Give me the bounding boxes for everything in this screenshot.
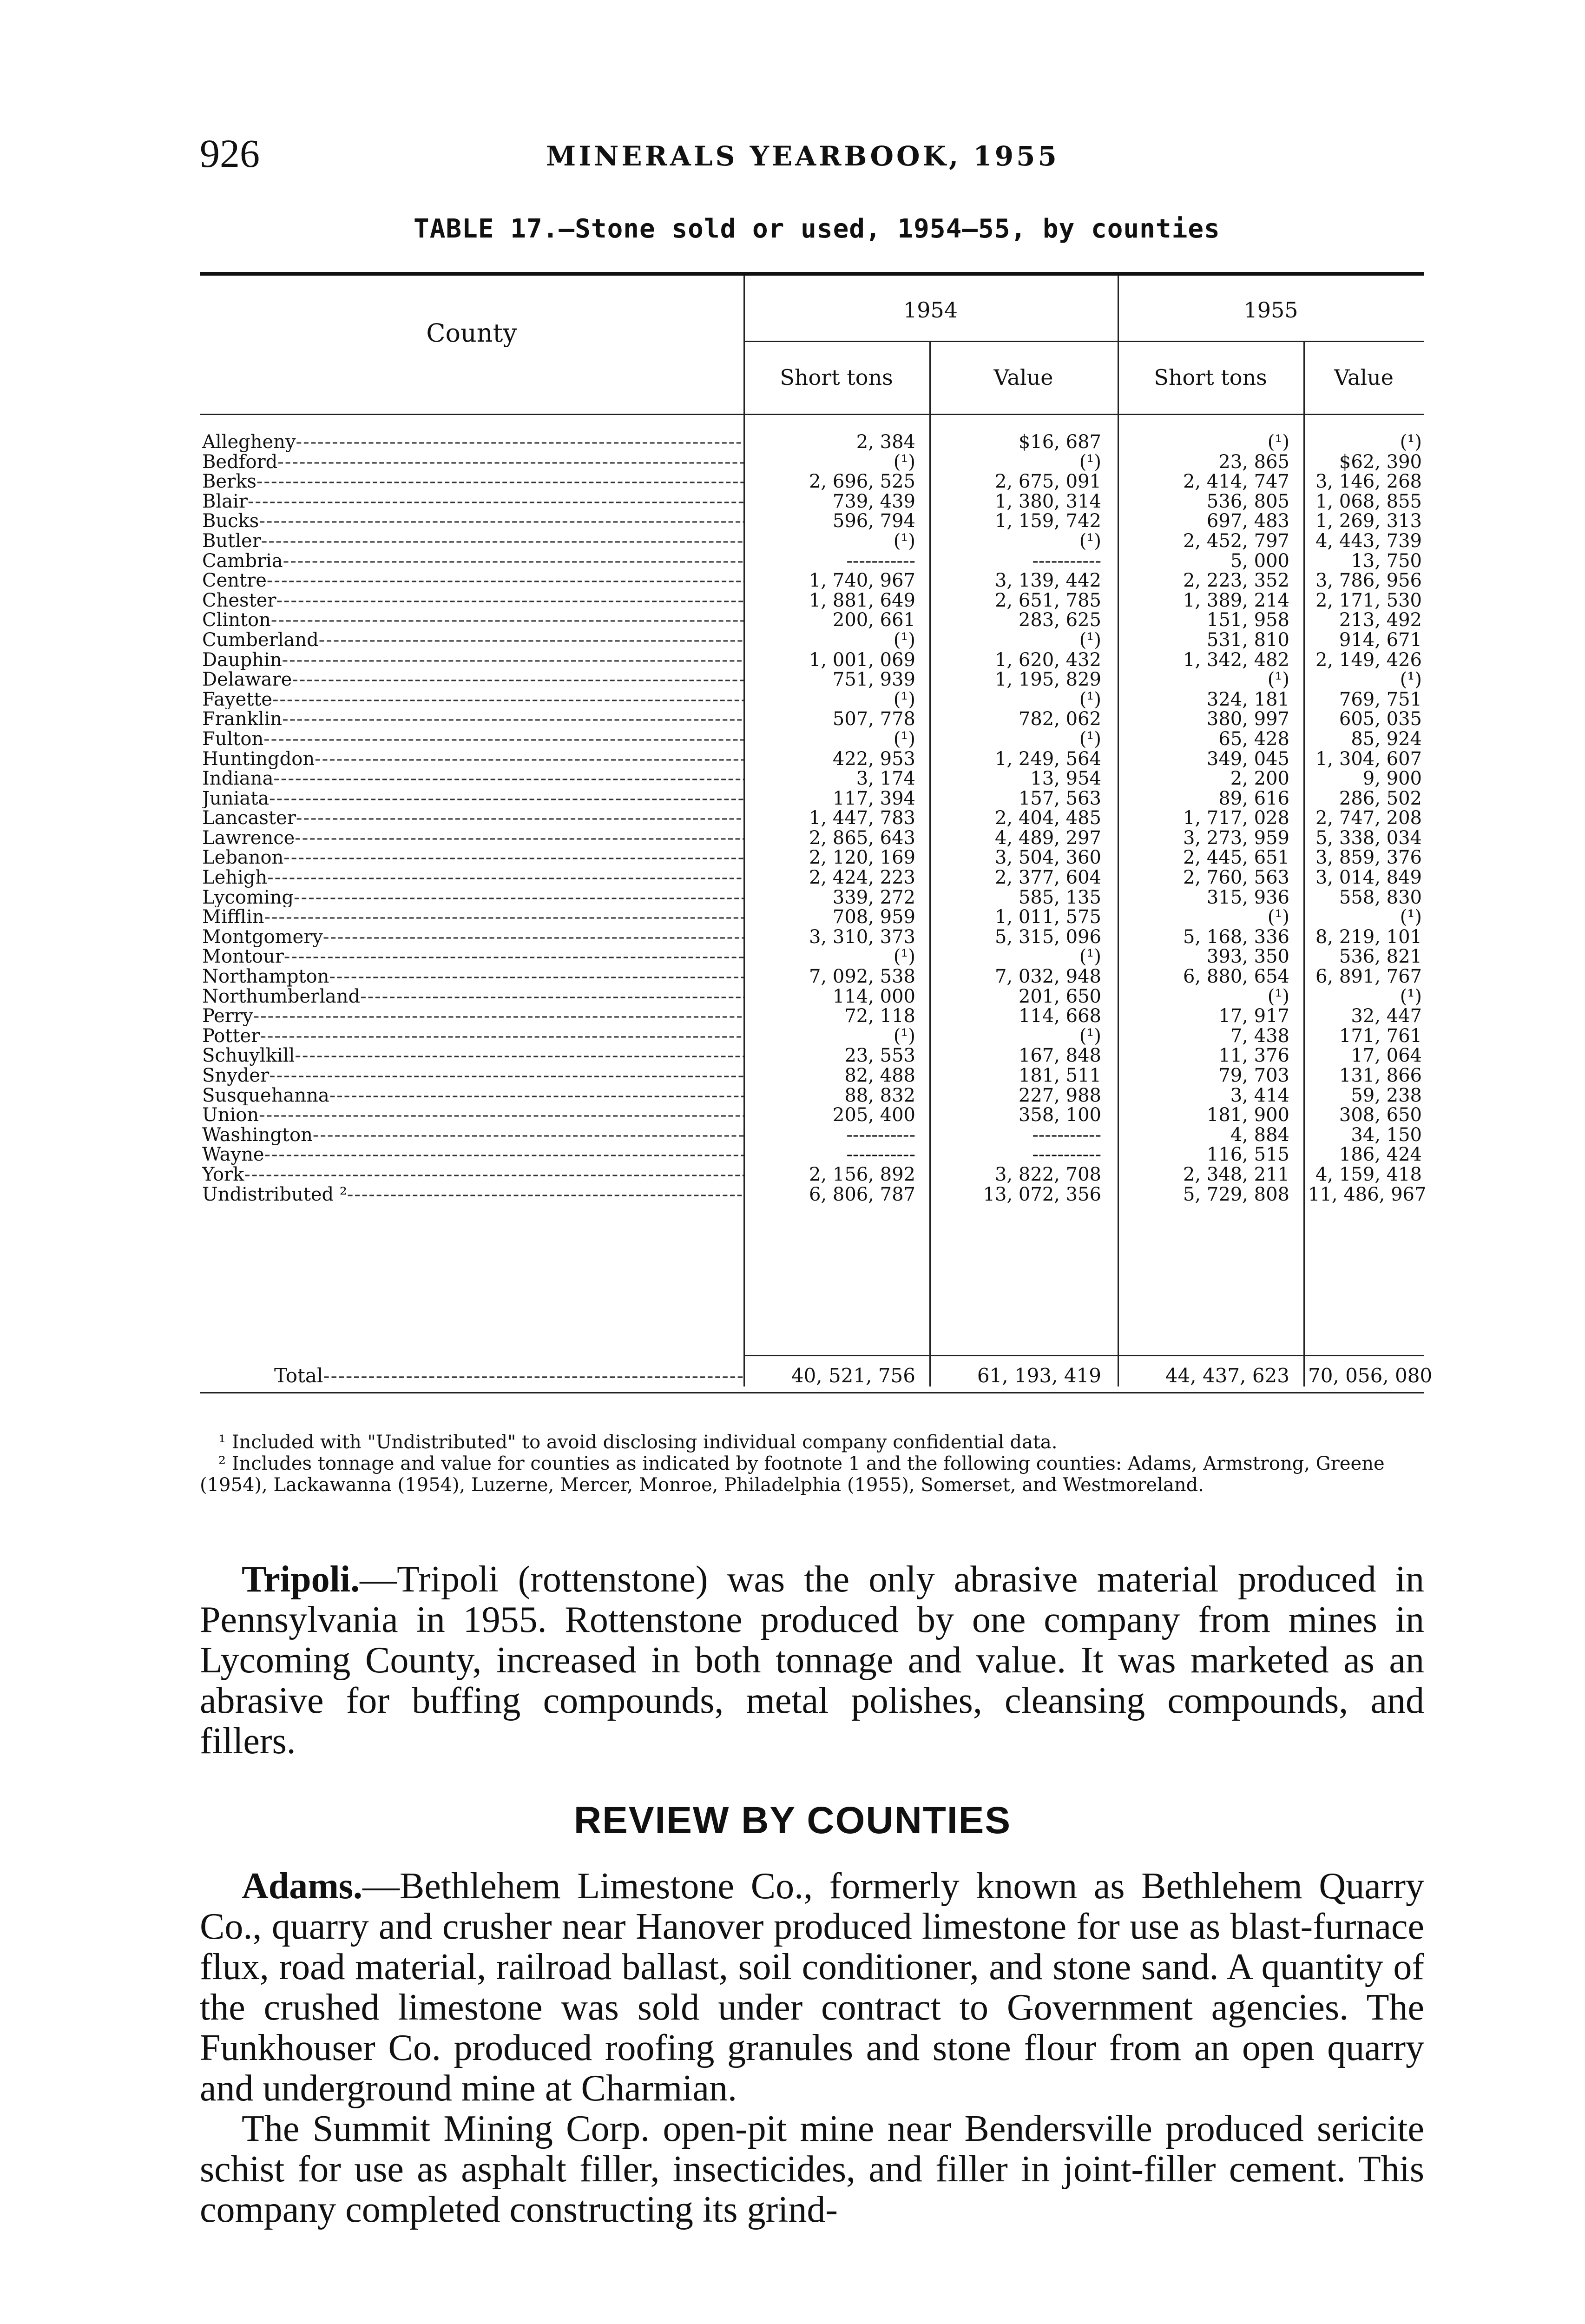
value-1955: 59, 238 (1351, 1084, 1422, 1106)
value-1954: (¹) (1079, 530, 1101, 552)
table-row (200, 511, 1424, 531)
value-1955: (¹) (1400, 669, 1422, 691)
county-name: Juniata ----- (202, 789, 743, 809)
short-tons-1955: 65, 428 (1218, 728, 1289, 750)
table-row (200, 630, 1424, 650)
table-row (200, 709, 1424, 729)
value-1954: 1, 159, 742 (994, 510, 1101, 532)
table-row (200, 492, 1424, 512)
col-value-1955: Value (1334, 365, 1394, 390)
table-row (200, 610, 1424, 630)
value-1954: ----------- (1032, 1144, 1101, 1166)
value-1954: 2, 675, 091 (994, 471, 1101, 493)
table-body (200, 431, 1427, 1205)
year-1955-header: 1955 (1243, 297, 1298, 323)
short-tons-1954: 114, 000 (832, 985, 915, 1007)
county-name: Blair ----- (202, 492, 743, 512)
value-1955: 605, 035 (1339, 708, 1422, 730)
county-name: Susquehanna ----- (202, 1086, 743, 1106)
short-tons-1955: 531, 810 (1206, 629, 1289, 651)
value-1954: 114, 668 (1018, 1005, 1101, 1027)
short-tons-1954: 23, 553 (844, 1045, 915, 1067)
short-tons-1954: 751, 939 (832, 669, 915, 691)
county-name: Lebanon ----- (202, 848, 743, 868)
value-1955: 1, 269, 313 (1315, 510, 1422, 532)
value-1954: 3, 139, 442 (994, 570, 1101, 592)
table-row (200, 729, 1424, 749)
short-tons-1954: (¹) (893, 1025, 915, 1047)
short-tons-1954: (¹) (893, 728, 915, 750)
county-name: Northumberland ----- (202, 987, 743, 1007)
table-row (200, 531, 1424, 551)
table-row (200, 551, 1424, 571)
footnote-1: ¹ Included with "Undistributed" to avoid disclosing individual company confidential data. (218, 1432, 1058, 1453)
adams-paragraph (200, 1866, 1424, 2230)
table-row (200, 591, 1424, 611)
short-tons-1955: 17, 917 (1218, 1005, 1289, 1027)
value-1955: 4, 443, 739 (1315, 530, 1422, 552)
table-row (200, 749, 1424, 769)
short-tons-1954: 72, 118 (844, 1005, 915, 1027)
county-name: Allegheny ----- (202, 432, 743, 452)
county-name: Montgomery ----- (202, 927, 743, 947)
value-1954: (¹) (1079, 629, 1101, 651)
value-1954: 167, 848 (1018, 1045, 1101, 1067)
short-tons-1954: 422, 953 (832, 748, 915, 770)
short-tons-1955: 181, 900 (1206, 1104, 1289, 1126)
county-name: Franklin ----- (202, 709, 743, 729)
table-row (200, 1165, 1424, 1185)
short-tons-1955: 380, 997 (1206, 708, 1289, 730)
short-tons-1954: 205, 400 (832, 1104, 915, 1126)
short-tons-1955: 3, 273, 959 (1183, 827, 1289, 849)
short-tons-1954: 339, 272 (832, 886, 915, 908)
year-1954-header: 1954 (903, 297, 958, 323)
summit-paragraph: The Summit Mining Corp. open-pit mine near Bendersville produced sericite schist for use as asphalt filler, insecticides, and filler in joint-filler cement. This company completed constructing its grind- (200, 2108, 1424, 2230)
value-1954: 5, 315, 096 (994, 926, 1101, 948)
short-tons-1954: 3, 310, 373 (809, 926, 915, 948)
value-1955: 4, 159, 418 (1315, 1163, 1422, 1185)
short-tons-1954: (¹) (893, 688, 915, 710)
county-name: Northampton ----- (202, 967, 743, 987)
county-name: Cumberland ----- (202, 630, 743, 650)
col-short-tons-1955: Short tons (1154, 365, 1267, 390)
county-name: Lancaster ----- (202, 808, 743, 828)
county-name: York ----- (202, 1165, 743, 1185)
table-row (200, 1183, 1427, 1205)
table-row (200, 907, 1424, 927)
short-tons-1955: 1, 389, 214 (1183, 589, 1289, 611)
short-tons-1955: 2, 200 (1230, 768, 1289, 790)
short-tons-1955: 2, 445, 651 (1183, 847, 1289, 869)
value-1954: 1, 011, 575 (994, 906, 1101, 928)
value-1954: (¹) (1079, 728, 1101, 750)
value-1954: 358, 100 (1018, 1104, 1101, 1126)
short-tons-1955: 393, 350 (1206, 946, 1289, 968)
county-name: Dauphin ----- (202, 650, 743, 670)
value-1955: 536, 821 (1339, 946, 1422, 968)
short-tons-1954: ----------- (846, 550, 915, 572)
short-tons-1954: 2, 865, 643 (809, 827, 915, 849)
short-tons-1954: 1, 001, 069 (809, 649, 915, 671)
table-row (200, 1046, 1424, 1066)
value-1954: 1, 380, 314 (994, 490, 1101, 512)
county-name: Perry ----- (202, 1006, 743, 1026)
county-name: Lycoming ----- (202, 888, 743, 908)
county-name: Bucks ----- (202, 511, 743, 531)
short-tons-1955: (¹) (1267, 669, 1289, 691)
county-name: Centre ----- (202, 571, 743, 591)
short-tons-1955: 315, 936 (1206, 886, 1289, 908)
value-1954: 2, 377, 604 (994, 867, 1101, 889)
short-tons-1955: 23, 865 (1218, 451, 1289, 473)
short-tons-1955: 151, 958 (1206, 609, 1289, 631)
short-tons-1955: 5, 000 (1230, 550, 1289, 572)
county-name: Butler ----- (202, 531, 743, 551)
footnotes (200, 1432, 1424, 1496)
short-tons-1954: 596, 794 (832, 510, 915, 532)
short-tons-1954: 708, 959 (832, 906, 915, 928)
value-1955: 2, 171, 530 (1315, 589, 1422, 611)
short-tons-1955: 697, 483 (1206, 510, 1289, 532)
county-name: Montour ----- (202, 947, 743, 967)
short-tons-1954: (¹) (893, 451, 915, 473)
total-value-1954: 61, 193, 419 (977, 1364, 1101, 1387)
short-tons-1955: 2, 348, 211 (1183, 1163, 1289, 1185)
value-1954: 1, 620, 432 (994, 649, 1101, 671)
table-row (200, 888, 1424, 908)
value-1955: 85, 924 (1351, 728, 1422, 750)
value-1954: 585, 135 (1018, 886, 1101, 908)
table-row (200, 1125, 1424, 1145)
table-row (200, 571, 1424, 591)
table-row (200, 452, 1424, 472)
value-1955: 769, 751 (1339, 688, 1422, 710)
value-1954: 201, 650 (1018, 985, 1101, 1007)
county-name: Union ----- (202, 1105, 743, 1125)
short-tons-1955: 2, 414, 747 (1183, 471, 1289, 493)
running-title: MINERALS YEARBOOK, 1955 (546, 140, 1059, 172)
short-tons-1954: (¹) (893, 629, 915, 651)
short-tons-1955: 2, 760, 563 (1183, 867, 1289, 889)
county-name: Chester ----- (202, 591, 743, 611)
year-underline (743, 341, 1424, 342)
adams-text: —Bethlehem Limestone Co., formerly known as Bethlehem Quarry Co., quarry and crusher near Hanover produced limestone for use as blast-furnace flux, road material, railroad ballast, soil conditioner, and stone sand. A quantity of the crushed limestone was sold under contract to Government agencies. The Funkhouser Co. produced roofing granules and stone flour from an open quarry and underground mine at Charmian. (200, 1866, 1424, 2109)
short-tons-1955: 5, 168, 336 (1183, 926, 1289, 948)
footnote-2: ² Includes tonnage and value for counties as indicated by footnote 1 and the following counties: Adams, Armstrong, Greene (1954), Lackawanna (1954), Luzerne, Mercer, Monroe, Philadelphia (1955), Somerset, and Westmoreland. (200, 1453, 1385, 1496)
table-row (200, 987, 1424, 1007)
value-1954: $16, 687 (1018, 431, 1101, 453)
county-name: Undistributed ² ----- (202, 1185, 743, 1205)
value-1955: 34, 150 (1351, 1124, 1422, 1146)
value-1955: 3, 014, 849 (1315, 867, 1422, 889)
table-row (200, 1066, 1424, 1086)
county-name: Huntingdon ----- (202, 749, 743, 769)
short-tons-1954: 7, 092, 538 (809, 966, 915, 988)
col-value-1954: Value (993, 365, 1053, 390)
county-name: Clinton ----- (202, 610, 743, 630)
county-name: Lawrence ----- (202, 828, 743, 848)
value-1954: (¹) (1079, 1025, 1101, 1047)
table-row (200, 650, 1424, 670)
table-row (200, 1006, 1424, 1026)
value-1955: 11, 486, 967 (1308, 1183, 1427, 1205)
county-name: Potter ----- (202, 1026, 743, 1046)
county-name: Fulton ----- (202, 729, 743, 749)
value-1955: (¹) (1400, 985, 1422, 1007)
short-tons-1955: 536, 805 (1206, 490, 1289, 512)
short-tons-1955: 7, 438 (1230, 1025, 1289, 1047)
table-row (200, 927, 1424, 947)
col-short-tons-1954: Short tons (780, 365, 893, 390)
tripoli-runin: Tripoli. (242, 1559, 360, 1600)
table-row (200, 868, 1424, 888)
value-1955: 17, 064 (1351, 1045, 1422, 1067)
value-1954: 227, 988 (1018, 1084, 1101, 1106)
value-1954: 157, 563 (1018, 787, 1101, 809)
table-row (200, 1086, 1424, 1106)
short-tons-1955: 1, 717, 028 (1183, 807, 1289, 829)
county-name: Berks ----- (202, 472, 743, 492)
value-1954: 1, 195, 829 (994, 669, 1101, 691)
short-tons-1955: 2, 223, 352 (1183, 570, 1289, 592)
table-row (200, 848, 1424, 868)
value-1955: 186, 424 (1339, 1144, 1422, 1166)
table-title: TABLE 17.—Stone sold or used, 1954–55, by counties (414, 214, 1220, 244)
tripoli-paragraph (200, 1559, 1424, 1762)
value-1955: 8, 219, 101 (1315, 926, 1422, 948)
value-1954: 3, 822, 708 (994, 1163, 1101, 1185)
short-tons-1954: 6, 806, 787 (809, 1183, 915, 1205)
value-1955: 3, 859, 376 (1315, 847, 1422, 869)
short-tons-1955: (¹) (1267, 906, 1289, 928)
county-name: Mifflin ----- (202, 907, 743, 927)
value-1955: 3, 146, 268 (1315, 471, 1422, 493)
value-1955: 2, 747, 208 (1315, 807, 1422, 829)
short-tons-1955: 3, 414 (1230, 1084, 1289, 1106)
short-tons-1955: (¹) (1267, 985, 1289, 1007)
table-row (200, 1105, 1424, 1125)
county-header: County (426, 318, 517, 348)
short-tons-1955: (¹) (1267, 431, 1289, 453)
short-tons-1954: 88, 832 (844, 1084, 915, 1106)
value-1955: 5, 338, 034 (1315, 827, 1422, 849)
total-short-tons-1955: 44, 437, 623 (1165, 1364, 1289, 1387)
value-1955: (¹) (1400, 906, 1422, 928)
value-1954: 3, 504, 360 (994, 847, 1101, 869)
value-1954: (¹) (1079, 688, 1101, 710)
county-name: Washington ----- (202, 1125, 743, 1145)
table-row (200, 769, 1424, 789)
value-1955: 213, 492 (1339, 609, 1422, 631)
short-tons-1954: 82, 488 (844, 1065, 915, 1086)
value-1955: 9, 900 (1362, 768, 1422, 790)
short-tons-1955: 324, 181 (1206, 688, 1289, 710)
table-row (200, 690, 1424, 710)
short-tons-1954: 2, 424, 223 (809, 867, 915, 889)
value-1954: ----------- (1032, 550, 1101, 572)
short-tons-1954: 2, 696, 525 (809, 471, 915, 493)
short-tons-1954: 2, 120, 169 (809, 847, 915, 869)
table-top-rule (200, 272, 1424, 276)
short-tons-1954: 117, 394 (832, 787, 915, 809)
short-tons-1954: 3, 174 (856, 768, 915, 790)
short-tons-1955: 89, 616 (1218, 787, 1289, 809)
short-tons-1954: 1, 881, 649 (809, 589, 915, 611)
total-short-tons-1954: 40, 521, 756 (791, 1364, 915, 1387)
table-row (200, 1145, 1424, 1165)
table-row (200, 947, 1424, 967)
table-row (200, 828, 1424, 848)
short-tons-1954: (¹) (893, 946, 915, 968)
county-name: Fayette ----- (202, 690, 743, 710)
value-1955: 1, 068, 855 (1315, 490, 1422, 512)
short-tons-1955: 4, 884 (1230, 1124, 1289, 1146)
county-name: Lehigh ----- (202, 868, 743, 888)
value-1954: ----------- (1032, 1124, 1101, 1146)
value-1955: 131, 866 (1339, 1065, 1422, 1086)
total-label: Total ----- (274, 1362, 743, 1390)
value-1954: (¹) (1079, 946, 1101, 968)
value-1955: 1, 304, 607 (1315, 748, 1422, 770)
value-1955: 558, 830 (1339, 886, 1422, 908)
value-1955: 2, 149, 426 (1315, 649, 1422, 671)
short-tons-1955: 6, 880, 654 (1183, 966, 1289, 988)
short-tons-1954: (¹) (893, 530, 915, 552)
value-1954: 4, 489, 297 (994, 827, 1101, 849)
short-tons-1955: 2, 452, 797 (1183, 530, 1289, 552)
table-row (200, 789, 1424, 809)
value-1955: $62, 390 (1339, 451, 1422, 473)
value-1954: 181, 511 (1018, 1065, 1101, 1086)
short-tons-1954: ----------- (846, 1124, 915, 1146)
value-1954: 2, 404, 485 (994, 807, 1101, 829)
tripoli-text: —Tripoli (rottenstone) was the only abrasive material produced in Pennsylvania in 1955. Rottenstone produced by one company from mines in Lycoming County, increased in both tonnage and value. It was marketed as an abrasive for buffing compounds, metal polishes, cleansing compounds, and fillers. (200, 1559, 1424, 1762)
value-1954: (¹) (1079, 451, 1101, 473)
page-header (200, 130, 1431, 181)
header-bottom-rule (200, 414, 1424, 415)
short-tons-1954: 1, 447, 783 (809, 807, 915, 829)
county-name: Cambria ----- (202, 551, 743, 571)
county-name: Indiana ----- (202, 769, 743, 789)
value-1955: 32, 447 (1351, 1005, 1422, 1027)
table-row (200, 670, 1424, 690)
value-1954: 13, 072, 356 (983, 1183, 1101, 1205)
short-tons-1954: 200, 661 (832, 609, 915, 631)
value-1955: 171, 761 (1339, 1025, 1422, 1047)
short-tons-1954: 2, 156, 892 (809, 1163, 915, 1185)
total-value-1955: 70, 056, 080 (1308, 1364, 1433, 1387)
page-number: 926 (200, 131, 260, 176)
county-name: Delaware ----- (202, 670, 743, 690)
short-tons-1954: 1, 740, 967 (809, 570, 915, 592)
table-row (200, 808, 1424, 828)
short-tons-1955: 1, 342, 482 (1183, 649, 1289, 671)
table-row (200, 967, 1424, 987)
county-name: Wayne ----- (202, 1145, 743, 1165)
county-name: Schuylkill ----- (202, 1046, 743, 1066)
short-tons-1954: 2, 384 (856, 431, 915, 453)
short-tons-1954: 507, 778 (832, 708, 915, 730)
value-1955: (¹) (1400, 431, 1422, 453)
short-tons-1955: 116, 515 (1206, 1144, 1289, 1166)
value-1955: 13, 750 (1351, 550, 1422, 572)
county-name: Snyder ----- (202, 1066, 743, 1086)
section-heading: REVIEW BY COUNTIES (573, 1799, 1012, 1842)
total-top-rule (743, 1355, 1424, 1356)
table-row (200, 472, 1424, 492)
table-row (200, 432, 1424, 452)
table-row (200, 1026, 1424, 1046)
short-tons-1954: ----------- (846, 1144, 915, 1166)
value-1954: 2, 651, 785 (994, 589, 1101, 611)
short-tons-1955: 5, 729, 808 (1183, 1183, 1289, 1205)
total-row (200, 1362, 1433, 1390)
value-1954: 7, 032, 948 (994, 966, 1101, 988)
value-1954: 1, 249, 564 (994, 748, 1101, 770)
value-1955: 3, 786, 956 (1315, 570, 1422, 592)
value-1954: 283, 625 (1018, 609, 1101, 631)
value-1955: 914, 671 (1339, 629, 1422, 651)
value-1954: 13, 954 (1030, 768, 1101, 790)
short-tons-1955: 79, 703 (1218, 1065, 1289, 1086)
short-tons-1955: 11, 376 (1218, 1045, 1289, 1067)
table-bottom-rule (200, 1392, 1424, 1393)
short-tons-1954: 739, 439 (832, 490, 915, 512)
value-1955: 6, 891, 767 (1315, 966, 1422, 988)
short-tons-1955: 349, 045 (1206, 748, 1289, 770)
value-1955: 286, 502 (1339, 787, 1422, 809)
adams-runin: Adams. (242, 1866, 363, 1907)
value-1955: 308, 650 (1339, 1104, 1422, 1126)
county-name: Bedford ----- (202, 452, 743, 472)
value-1954: 782, 062 (1018, 708, 1101, 730)
